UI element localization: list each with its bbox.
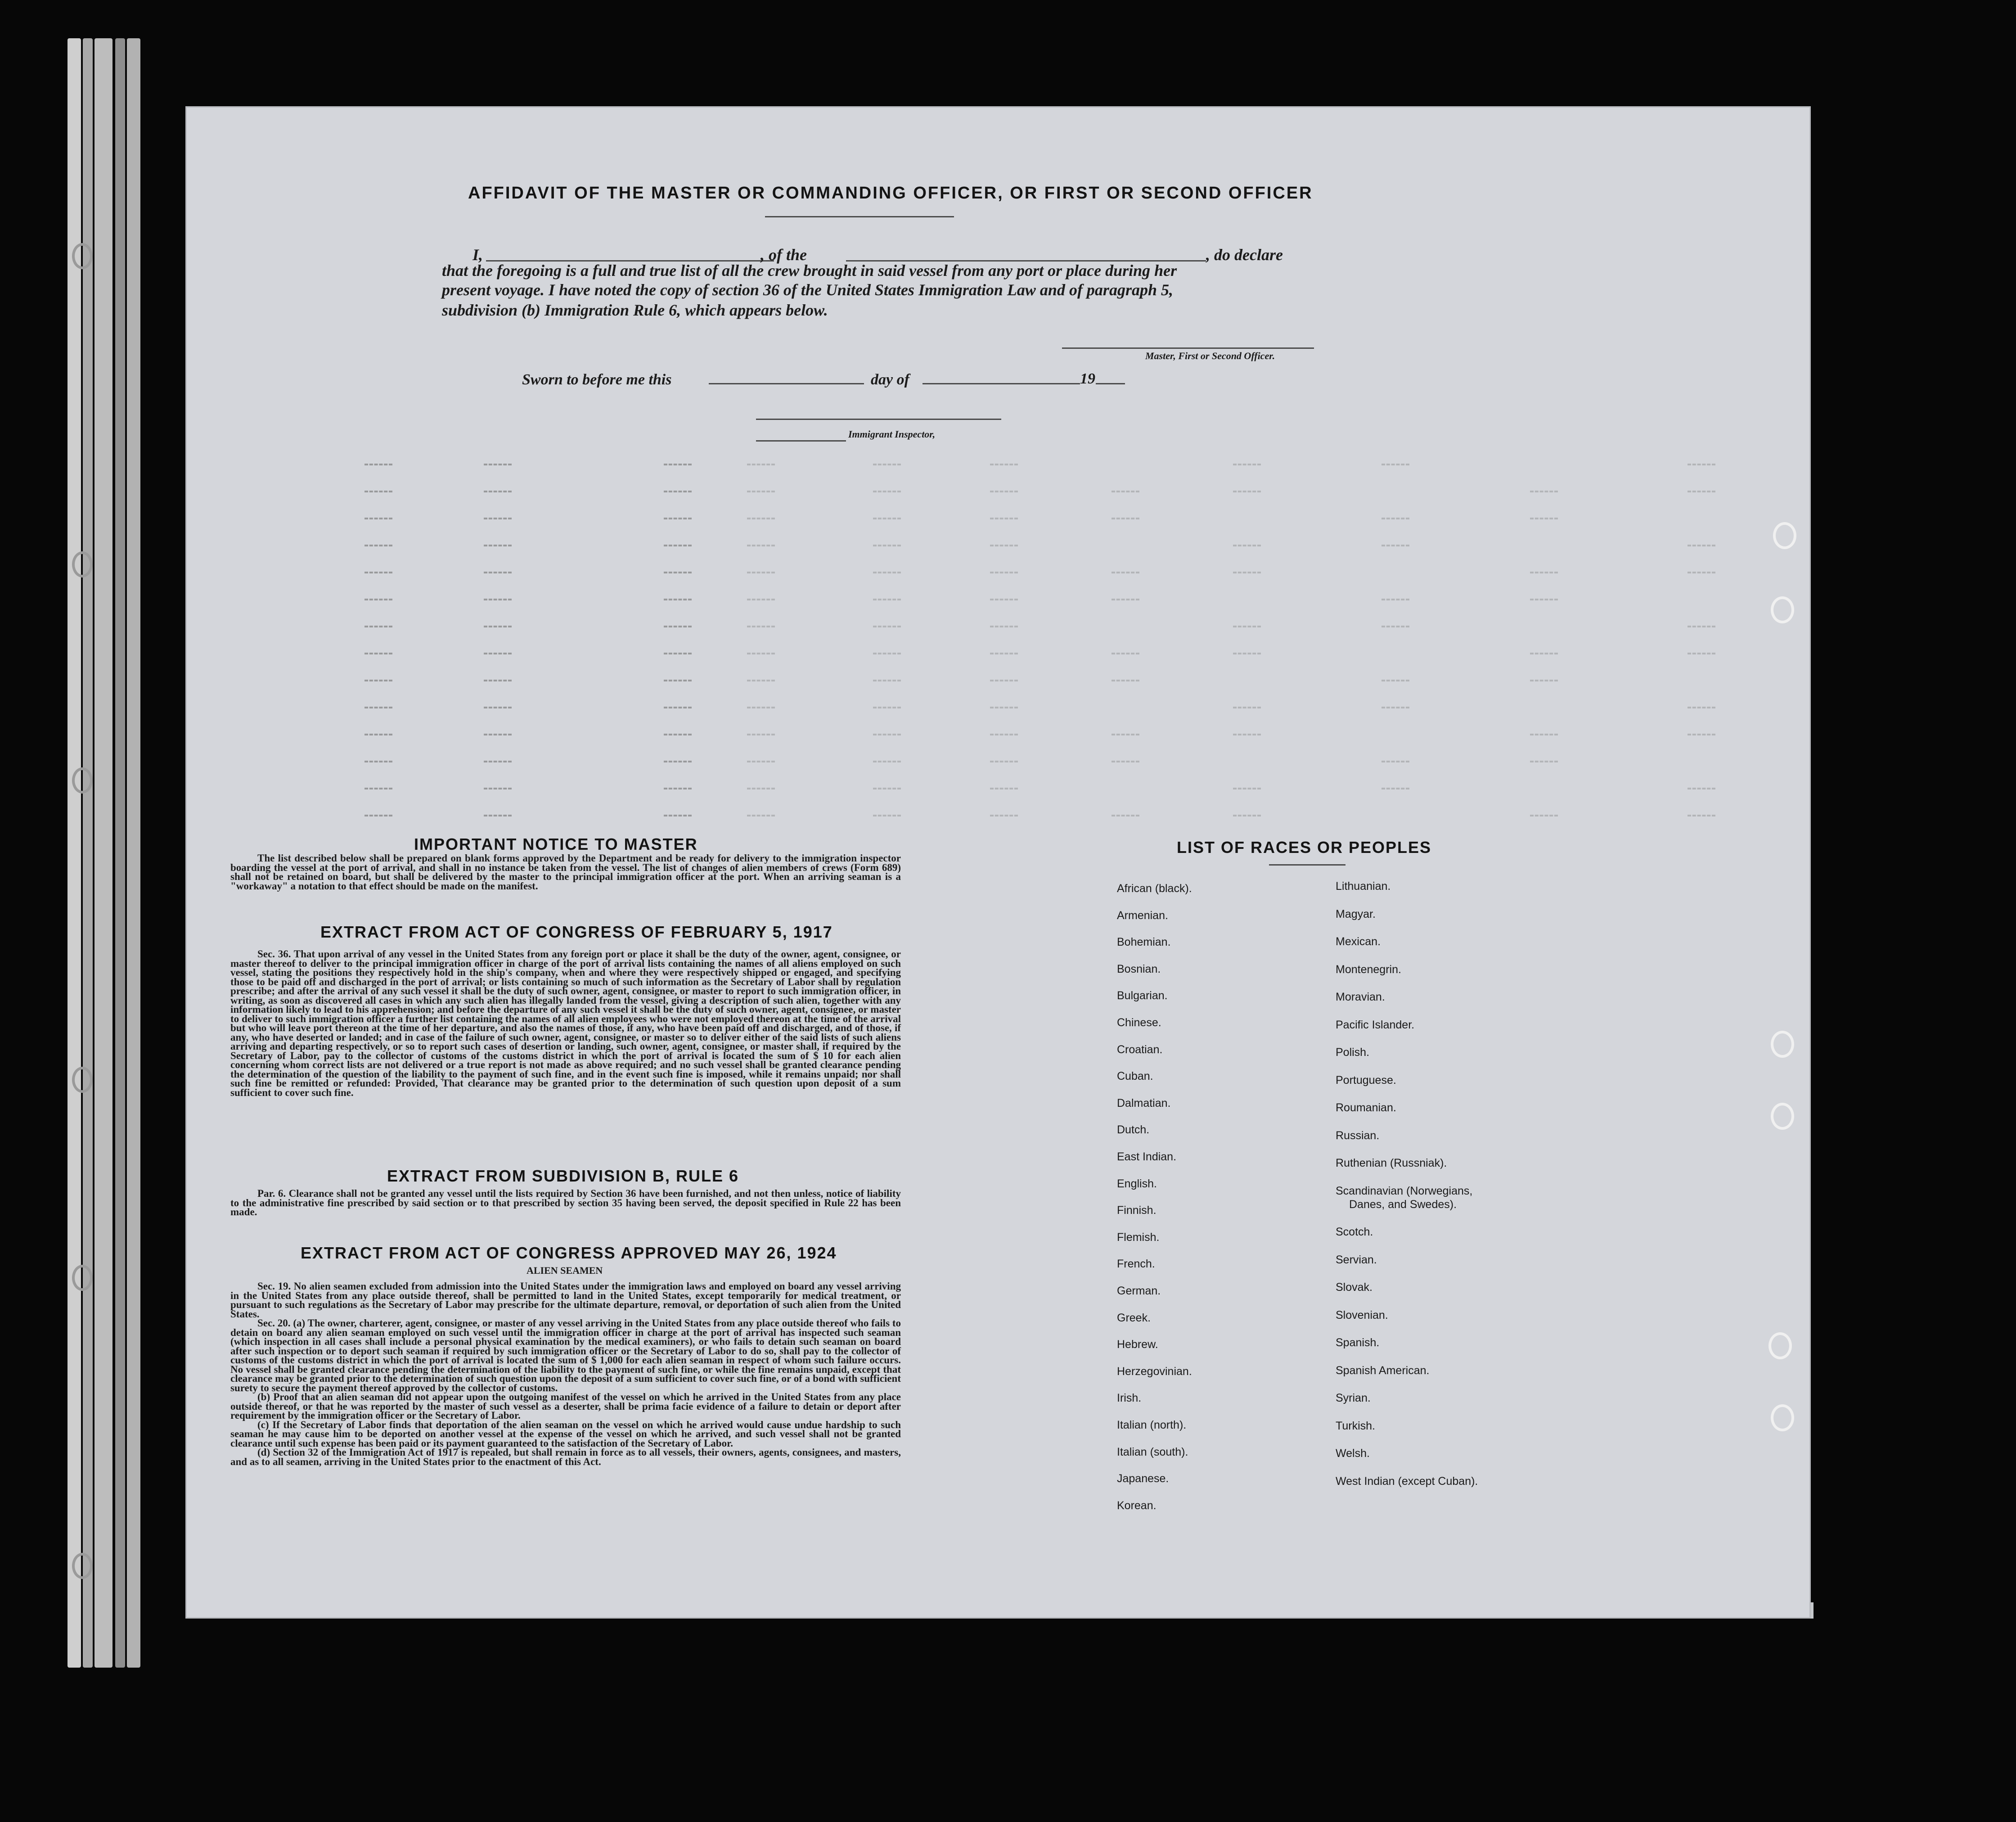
races-left-column bbox=[1117, 882, 1306, 1512]
ledger-dash bbox=[364, 788, 392, 789]
ledger-dash bbox=[1233, 572, 1261, 573]
ledger-dash bbox=[747, 680, 775, 681]
ledger-dash bbox=[1688, 572, 1715, 573]
ledger-dash bbox=[664, 653, 692, 654]
ledger-dash bbox=[1688, 626, 1715, 627]
ledger-dash bbox=[1382, 545, 1409, 546]
races-right-column bbox=[1336, 880, 1543, 1510]
master-signature-label: Master, First or Second Officer. bbox=[1145, 350, 1275, 361]
race-item: Syrian. bbox=[1336, 1392, 1371, 1404]
extract-1917-title: EXTRACT FROM ACT OF CONGRESS OF FEBRUARY 5, 1917 bbox=[320, 923, 833, 941]
race-item: Hebrew. bbox=[1117, 1338, 1158, 1351]
race-item: Danes, and Swedes). bbox=[1349, 1198, 1457, 1211]
ledger-dash bbox=[1233, 707, 1261, 708]
ledger-dash bbox=[484, 572, 512, 573]
race-item: Slovenian. bbox=[1336, 1308, 1388, 1321]
ledger-dash bbox=[364, 734, 392, 735]
sec-20c: (c) If the Secretary of Labor finds that deportation of the alien seaman on the vessel on which he arrived would cause undue hardship to such seaman he may cause him to be deported on another vessel at the expense of the vessel on which he arrived, and such vessel shall not be granted clearance until such expense has been paid or its payment guaranteed to the satisfaction of the Secretary of Labor. bbox=[230, 1419, 901, 1449]
race-item: Bohemian. bbox=[1117, 936, 1171, 949]
race-item: Dalmatian. bbox=[1117, 1096, 1171, 1109]
ledger-dash bbox=[484, 815, 512, 816]
ledger-dash bbox=[1530, 599, 1558, 600]
master-signature-blank[interactable] bbox=[1062, 347, 1314, 349]
ledger-dash bbox=[1530, 653, 1558, 654]
ledger-dash bbox=[364, 464, 392, 465]
ledger-dash bbox=[747, 464, 775, 465]
ledger-dash bbox=[664, 680, 692, 681]
inspector-blank-2[interactable] bbox=[756, 440, 846, 442]
ledger-dash bbox=[664, 491, 692, 492]
ledger-dash bbox=[364, 599, 392, 600]
ledger-dash bbox=[664, 707, 692, 708]
race-item: Japanese. bbox=[1117, 1472, 1169, 1485]
race-item: Irish. bbox=[1117, 1392, 1142, 1405]
ledger-dash bbox=[1382, 788, 1409, 789]
race-item: Greek. bbox=[1117, 1311, 1151, 1324]
race-item: Italian (north). bbox=[1117, 1419, 1187, 1431]
extract-1924-subtitle: ALIEN SEAMEN bbox=[526, 1265, 603, 1276]
ledger-dash bbox=[1112, 761, 1139, 762]
binder-hole bbox=[72, 1265, 93, 1291]
ledger-dash bbox=[1688, 464, 1715, 465]
ledger-dash bbox=[1382, 464, 1409, 465]
sworn-year-blank[interactable] bbox=[1096, 383, 1125, 384]
ledger-dash bbox=[1112, 734, 1139, 735]
ledger-dash bbox=[1233, 545, 1261, 546]
ledger-dash bbox=[873, 599, 901, 600]
ledger-dash bbox=[990, 626, 1018, 627]
ledger-dash bbox=[747, 572, 775, 573]
race-item: Mexican. bbox=[1336, 935, 1381, 948]
ledger-dash bbox=[1382, 761, 1409, 762]
race-item: Magyar. bbox=[1336, 907, 1376, 920]
extract-rule6-text: Par. 6. Clearance shall not be granted any vessel until the lists required by Section 36 have been furnished, and not then unless, notice of liability to the administrative fine prescribed by said section or to that prescribed by section 35 having been served, the deposit specified in Rule 22 has been made. bbox=[230, 1188, 901, 1218]
sworn-day-blank[interactable] bbox=[709, 383, 864, 384]
ledger-dash bbox=[664, 815, 692, 816]
ledger-dash bbox=[484, 626, 512, 627]
ledger-dash bbox=[990, 761, 1018, 762]
sec-20b: (b) Proof that an alien seaman did not appear upon the outgoing manifest of the vessel on which he arrived in the United States from any place outside thereof, or that he was reported by the master of such vessel as a deserter, shall be prima facie evidence of a failure to detain or deport after requirement by the immigration officer or the Secretary of Labor. bbox=[230, 1391, 901, 1421]
ledger-dash bbox=[1688, 734, 1715, 735]
race-item: Servian. bbox=[1336, 1253, 1377, 1266]
ledger-dash bbox=[364, 761, 392, 762]
race-item: Cuban. bbox=[1117, 1070, 1153, 1083]
ledger-dash bbox=[1233, 626, 1261, 627]
ledger-dash bbox=[1233, 815, 1261, 816]
race-item: Lithuanian. bbox=[1336, 880, 1391, 893]
ledger-dash bbox=[1233, 788, 1261, 789]
punch-hole bbox=[1768, 1332, 1792, 1359]
race-item: Dutch. bbox=[1117, 1123, 1150, 1136]
ledger-dash bbox=[747, 761, 775, 762]
affidavit-declare: , do declare bbox=[1206, 246, 1283, 264]
punch-hole bbox=[1771, 1404, 1794, 1431]
race-item: German. bbox=[1117, 1285, 1161, 1297]
ledger-dash bbox=[1233, 653, 1261, 654]
ledger-dash bbox=[1233, 464, 1261, 465]
ledger-dash bbox=[990, 707, 1018, 708]
ledger-dash bbox=[1112, 572, 1139, 573]
race-item: Scotch. bbox=[1336, 1226, 1373, 1238]
ledger-dash bbox=[364, 626, 392, 627]
ledger-dash bbox=[873, 707, 901, 708]
binder-strip-5 bbox=[127, 38, 140, 1668]
race-item: English. bbox=[1117, 1177, 1157, 1190]
ledger-dash bbox=[364, 518, 392, 519]
ledger-dash bbox=[990, 734, 1018, 735]
binder-strip-3 bbox=[94, 38, 112, 1668]
ledger-dash bbox=[873, 680, 901, 681]
ledger-dash bbox=[1530, 734, 1558, 735]
ledger-dash bbox=[1382, 707, 1409, 708]
ledger-dash bbox=[747, 734, 775, 735]
race-item: Polish. bbox=[1336, 1046, 1370, 1059]
race-item: Finnish. bbox=[1117, 1204, 1156, 1217]
ledger-dash bbox=[873, 788, 901, 789]
ledger-dash bbox=[873, 518, 901, 519]
ledger-dash bbox=[1112, 815, 1139, 816]
ledger-dash bbox=[664, 788, 692, 789]
race-item: Chinese. bbox=[1117, 1016, 1161, 1029]
ledger-dash bbox=[1112, 680, 1139, 681]
ledger-dash bbox=[664, 599, 692, 600]
ledger-dash bbox=[1688, 788, 1715, 789]
race-item: Turkish. bbox=[1336, 1419, 1375, 1432]
ledger-dash bbox=[990, 815, 1018, 816]
race-item: Slovak. bbox=[1336, 1281, 1372, 1294]
binder-hole bbox=[72, 243, 93, 269]
race-item: Roumanian. bbox=[1336, 1101, 1396, 1114]
ledger-dash bbox=[873, 761, 901, 762]
affidavit-title: AFFIDAVIT OF THE MASTER OR COMMANDING OFFICER, OR FIRST OR SECOND OFFICER bbox=[468, 184, 1313, 203]
ledger-dash bbox=[873, 572, 901, 573]
ledger-dash bbox=[484, 599, 512, 600]
ledger-dash bbox=[664, 626, 692, 627]
title-rule bbox=[765, 216, 954, 217]
race-item: Russian. bbox=[1336, 1129, 1380, 1142]
ledger-dash bbox=[873, 545, 901, 546]
binder-hole bbox=[72, 551, 93, 577]
binder-hole bbox=[72, 1553, 93, 1579]
race-item: French. bbox=[1117, 1258, 1155, 1271]
ledger-dash bbox=[1688, 653, 1715, 654]
ledger-dash bbox=[484, 491, 512, 492]
ledger-dash bbox=[873, 734, 901, 735]
ledger-dash bbox=[484, 734, 512, 735]
ledger-dash bbox=[364, 653, 392, 654]
affidavit-line-3: present voyage. I have noted the copy of section 36 of the United States Immigration Law and of paragraph 5, bbox=[442, 281, 1173, 299]
ledger-dash bbox=[990, 464, 1018, 465]
ledger-dash bbox=[364, 680, 392, 681]
sec-20a: Sec. 20. (a) The owner, charterer, agent, consignee, or master of any vessel arriving in the United States from any place outside thereof who fails to detain on board any alien seaman employed on such vessel until the immigration officer in charge at the port of arrival has inspected such seaman (which inspection in all cases shall include a personal physical examination by the medical examiners), or who fails to detain such seaman on board after such inspection or to deport such seaman if required by such immigration officer or the Secretary of Labor to do so, shall pay to the collector of customs of the customs district in which the port of arrival is located the sum of $ 1,000 for each alien seaman in respect of whom such failure occurs. No vessel shall be granted clearance pending the determination of the liability to the payment of such fine, or while the fine remains unpaid, except that clearance may be granted prior to the determination of such question upon the deposit of a sum sufficient to cover such fine, or of a bond with sufficient surety to secure the payment thereof approved by the collector of customs. bbox=[230, 1317, 901, 1394]
ledger-dash bbox=[484, 761, 512, 762]
race-item: African (black). bbox=[1117, 882, 1192, 895]
ledger-dash bbox=[484, 707, 512, 708]
punch-hole bbox=[1771, 1103, 1794, 1130]
ledger-dash bbox=[484, 464, 512, 465]
ledger-dash bbox=[1530, 572, 1558, 573]
races-title: LIST OF RACES OR PEOPLES bbox=[1177, 838, 1432, 857]
race-item: Flemish. bbox=[1117, 1231, 1160, 1244]
ledger-dash bbox=[364, 815, 392, 816]
race-item: Moravian. bbox=[1336, 991, 1385, 1003]
extract-1924-text bbox=[230, 1282, 901, 1466]
ledger-dash bbox=[664, 761, 692, 762]
punch-hole bbox=[1771, 1031, 1794, 1058]
ledger-dash bbox=[664, 464, 692, 465]
race-item: Portuguese. bbox=[1336, 1073, 1396, 1087]
ledger-dash bbox=[1112, 518, 1139, 519]
extract-rule6-title: EXTRACT FROM SUBDIVISION B, RULE 6 bbox=[387, 1167, 739, 1185]
ledger-dash bbox=[747, 653, 775, 654]
ledger-dash bbox=[873, 626, 901, 627]
ledger-dash bbox=[990, 788, 1018, 789]
binder-hole bbox=[72, 767, 93, 794]
notice-title: IMPORTANT NOTICE TO MASTER bbox=[414, 835, 698, 853]
ledger-dash bbox=[990, 491, 1018, 492]
race-item: Welsh. bbox=[1336, 1447, 1370, 1460]
ledger-dash bbox=[664, 734, 692, 735]
ledger-dash bbox=[1530, 680, 1558, 681]
binder-hole bbox=[72, 1067, 93, 1093]
ledger-dash bbox=[990, 572, 1018, 573]
race-item: Herzegovinian. bbox=[1117, 1365, 1192, 1378]
ledger-dash bbox=[747, 788, 775, 789]
ledger-dash bbox=[747, 599, 775, 600]
ledger-dash bbox=[1688, 707, 1715, 708]
ledger-dash bbox=[484, 788, 512, 789]
ledger-dash bbox=[747, 491, 775, 492]
extract-1917-text: Sec. 36. That upon arrival of any vessel in the United States from any foreign port or place it shall be the duty of the owner, agent, consignee, or master thereof to deliver to the principal immigration officer in charge of the port of arrival lists containing the names of all aliens employed on such vessel, stating the positions they respectively hold in the ship's company, when and where they were respectively shipped or engaged, and specifying those to be paid off and discharged in the port of arrival; or lists containing so much of such information as the Secretary of Labor shall by regulation prescribe; and after the arrival of any such vessel it shall be the duty of such owner, agent, consignee, or master to report to such immigration officer, in writing, as soon as discovered all cases in which any such alien has illegally landed from the vessel, giving a description of such alien, together with any information likely to lead to his apprehension; and before the departure of any such vessel it shall be the duty of such owner, agent, consignee, or master to deliver to such immigration officer a further list containing the names of all alien employees who were not employed thereon at the time of the arrival but who will leave port thereon at the time of her departure, and also the names of those, if any, who have been paid off and discharged, and of those, if any, who have deserted or landed; and in case of the failure of such owner, agent, consignee, or master so to deliver either of the said lists of such aliens arriving and departing respectively, or so to report such cases of desertion or landing, such owner, agent, consignee, or master shall, if required by the Secretary of Labor, pay to the collector of customs of the customs district in which the port of arrival is located the sum of $ 10 for each alien concerning whom correct lists are not delivered or a true report is not made as above required; and no such vessel shall be granted clearance pending the determination of the question of the liability to the payment of such fine, and in the event such fine is imposed, while it remains unpaid; nor shall such fine be remitted or refunded: Provided, That clearance may be granted prior to the determination of such question upon deposit of a sum sufficient to cover such fine. bbox=[230, 948, 901, 1098]
ledger-dash bbox=[990, 545, 1018, 546]
ledger-dash bbox=[747, 707, 775, 708]
notice-text: The list described below shall be prepared on blank forms approved by the Department and be ready for delivery to the immigration inspector boarding the vessel at the port of arrival, and shall in no instance be taken from the vessel. The list of changes of alien members of crews (Form 689) shall not be retained on board, but shall be delivered by the master to the principal immigration officer at the port. When an arriving seaman is a "workaway" a notation to that effect should be made on the manifest. bbox=[230, 852, 901, 892]
ledger-dash bbox=[1688, 815, 1715, 816]
ledger-dash bbox=[1530, 761, 1558, 762]
ledger-dash bbox=[364, 491, 392, 492]
ledger-dash bbox=[664, 545, 692, 546]
ledger-dash bbox=[484, 653, 512, 654]
ledger-dash bbox=[747, 545, 775, 546]
binder-strip-4 bbox=[115, 38, 125, 1668]
ledger-dash bbox=[990, 518, 1018, 519]
ledger-dash bbox=[1530, 518, 1558, 519]
ledger-dash bbox=[1112, 491, 1139, 492]
inspector-label: Immigrant Inspector, bbox=[848, 428, 936, 440]
affidavit-i: I, bbox=[472, 246, 483, 264]
races-title-rule bbox=[1269, 864, 1346, 866]
ledger-dash bbox=[1382, 626, 1409, 627]
sworn-year: 19 bbox=[1080, 370, 1095, 387]
ledger-dash bbox=[873, 464, 901, 465]
ledger-dash bbox=[1382, 518, 1409, 519]
race-item: Croatian. bbox=[1117, 1043, 1163, 1056]
race-item: Spanish. bbox=[1336, 1336, 1380, 1349]
ledger-dash bbox=[484, 518, 512, 519]
ledger-dash bbox=[873, 491, 901, 492]
inspector-signature-blank[interactable] bbox=[756, 419, 1001, 420]
ledger-dash bbox=[1233, 734, 1261, 735]
race-item: Pacific Islander. bbox=[1336, 1018, 1415, 1031]
race-item: Ruthenian (Russniak). bbox=[1336, 1157, 1447, 1169]
ledger-dash bbox=[1233, 491, 1261, 492]
race-item: Scandinavian (Norwegians, bbox=[1336, 1184, 1473, 1197]
race-item: Italian (south). bbox=[1117, 1445, 1188, 1458]
ledger-dash bbox=[1530, 815, 1558, 816]
race-item: Bosnian. bbox=[1117, 962, 1161, 975]
binder-strip-1 bbox=[68, 38, 81, 1668]
ledger-dash bbox=[664, 518, 692, 519]
ledger-dash bbox=[990, 680, 1018, 681]
race-item: West Indian (except Cuban). bbox=[1336, 1475, 1478, 1488]
race-item: Korean. bbox=[1117, 1499, 1156, 1512]
ledger-dash bbox=[1688, 545, 1715, 546]
race-item: Bulgarian. bbox=[1117, 989, 1168, 1002]
race-item: Montenegrin. bbox=[1336, 963, 1401, 976]
ledger-dash bbox=[1688, 491, 1715, 492]
affidavit-line-2: that the foregoing is a full and true list of all the crew brought in said vessel from any port or place during her bbox=[442, 262, 1177, 280]
race-item: Spanish American. bbox=[1336, 1364, 1430, 1377]
ledger-dash bbox=[1382, 680, 1409, 681]
ledger-dash bbox=[1112, 653, 1139, 654]
ledger-dash bbox=[364, 707, 392, 708]
ledger-dash bbox=[484, 680, 512, 681]
ledger-dash bbox=[873, 815, 901, 816]
ledger-dash bbox=[990, 653, 1018, 654]
ledger-dash bbox=[364, 545, 392, 546]
sec-20d: (d) Section 32 of the Immigration Act of 1917 is repealed, but shall remain in force as to all vessels, their owners, agents, consignees, and masters, and as to all seamen, arriving in the United States prior to the enactment of this Act. bbox=[230, 1447, 901, 1467]
punch-hole bbox=[1771, 596, 1794, 623]
binder-strip-2 bbox=[83, 38, 93, 1668]
ledger-dash bbox=[873, 653, 901, 654]
ledger-dash bbox=[1112, 599, 1139, 600]
ledger-dash bbox=[990, 599, 1018, 600]
affidavit-line-4: subdivision (b) Immigration Rule 6, which appears below. bbox=[442, 301, 828, 319]
race-item: East Indian. bbox=[1117, 1150, 1177, 1163]
ledger-dash bbox=[484, 545, 512, 546]
affidavit-of-the: , of the bbox=[760, 246, 807, 264]
sec-19: Sec. 19. No alien seamen excluded from admission into the United States under the immigration laws and employed on board any vessel arriving in the United States from any place outside thereof, shall be permitted to land in the United States, except temporarily for medical treatment, or pursuant to such regulations as the Secretary of Labor may prescribe for the ultimate departure, removal, or deportation of such alien from the United States. bbox=[230, 1281, 901, 1320]
sworn-month-blank[interactable] bbox=[922, 383, 1080, 384]
ledger-dash bbox=[364, 572, 392, 573]
sworn-text: Sworn to before me this bbox=[522, 371, 672, 388]
ledger-dash bbox=[747, 626, 775, 627]
ledger-dash bbox=[747, 518, 775, 519]
ledger-dash bbox=[1530, 491, 1558, 492]
ledger-dash bbox=[747, 815, 775, 816]
ledger-dash bbox=[1382, 599, 1409, 600]
sworn-day-of: day of bbox=[871, 371, 909, 388]
punch-hole bbox=[1773, 522, 1796, 549]
ledger-dash bbox=[664, 572, 692, 573]
race-item: Armenian. bbox=[1117, 909, 1168, 922]
extract-1924-title: EXTRACT FROM ACT OF CONGRESS APPROVED MAY 26, 1924 bbox=[301, 1244, 837, 1262]
